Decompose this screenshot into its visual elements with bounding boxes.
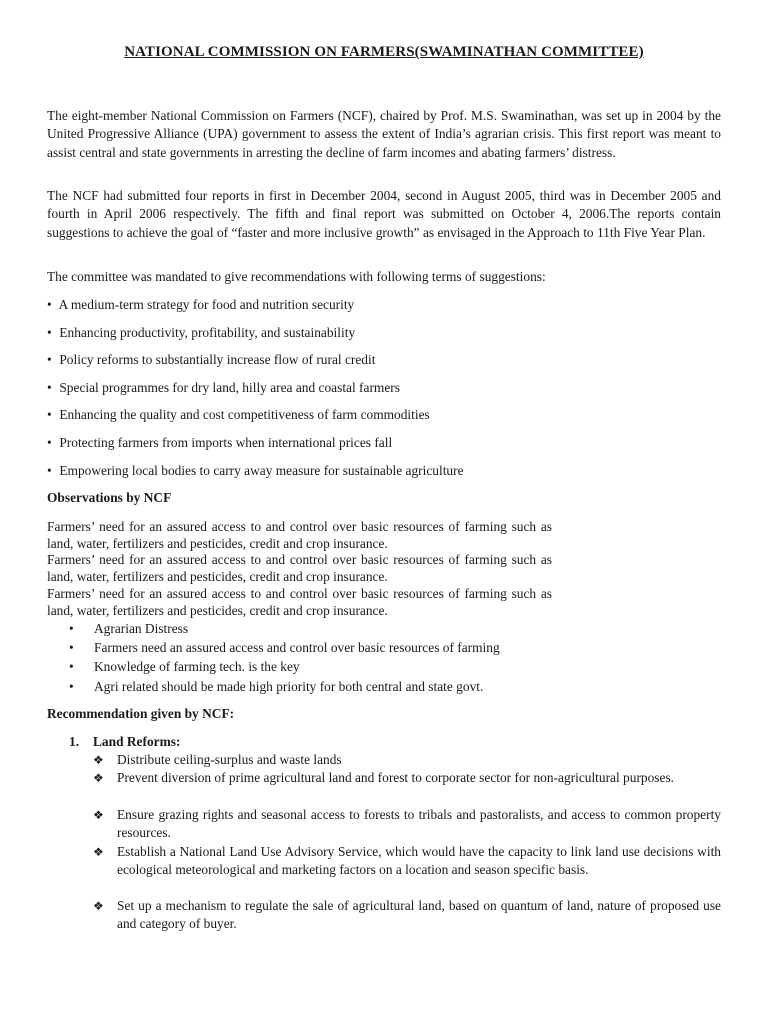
observation-paragraph: Farmers’ need for an assured access to and control over basic resources of farming such as land, water, fertilizers and pesticides, credit and crop insurance. (47, 552, 552, 584)
bullet-icon: • (69, 679, 74, 694)
observations-heading: Observations by NCF (47, 490, 172, 505)
mandate-paragraph: The committee was mandated to give recommendations with following terms of suggestions: (47, 269, 546, 284)
observation-paragraph: Farmers’ need for an assured access to and control over basic resources of farming such as land, water, fertilizers and pesticides, credit and crop insurance. (47, 519, 552, 551)
term-item: • Enhancing productivity, profitability, and sustainability (47, 325, 356, 340)
diamond-bullet-icon: ❖ (93, 753, 104, 767)
bullet-icon: • (69, 621, 74, 636)
bullet-icon: • (47, 325, 52, 340)
bullet-icon: • (47, 435, 52, 450)
land-reform-item: ❖ Set up a mechanism to regulate the sale of agricultural land, based on quantum of land, nature of proposed use and category of buyer. (93, 898, 721, 932)
diamond-bullet-icon: ❖ (93, 899, 104, 913)
term-item: • Enhancing the quality and cost competitiveness of farm commodities (47, 407, 430, 422)
document-title: NATIONAL COMMISSION ON FARMERS(SWAMINATHAN COMMITTEE) (124, 44, 644, 60)
observation-bullet: • Agri related should be made high priority for both central and state govt. (69, 679, 484, 694)
land-reform-item: ❖ Distribute ceiling-surplus and waste lands (93, 751, 721, 769)
observation-bullet: • Farmers need an assured access and control over basic resources of farming (69, 640, 500, 655)
bullet-icon: • (47, 380, 52, 395)
land-reform-item: ❖ Prevent diversion of prime agricultural land and forest to corporate sector for non-agricultural purposes. (93, 769, 721, 787)
term-item: • A medium-term strategy for food and nutrition security (47, 297, 355, 312)
term-item: • Protecting farmers from imports when international prices fall (47, 435, 393, 450)
intro-paragraph: The eight-member National Commission on Farmers (NCF), chaired by Prof. M.S. Swaminathan, was set up in 2004 by the United Progressive Alliance (UPA) government to assess the extent of India’s agrarian crisis. This first report was meant to assist central and state governments in arresting the decline of farm incomes and abating farmers’ distress. (47, 108, 721, 160)
reports-paragraph: The NCF had submitted four reports in first in December 2004, second in August 2005, third was in December 2005 and fourth in April 2006 respectively. The fifth and final report was submitted on October 4, 2006.The reports contain suggestions to achieve the goal of “faster and more inclusive growth” as envisaged in the Approach to 11th Five Year Plan. (47, 188, 721, 240)
term-item: • Empowering local bodies to carry away measure for sustainable agriculture (47, 463, 464, 478)
observation-bullet: • Agrarian Distress (69, 621, 189, 636)
observation-bullet: • Knowledge of farming tech. is the key (69, 659, 300, 674)
diamond-bullet-icon: ❖ (93, 808, 104, 822)
recommendation-heading: Recommendation given by NCF: (47, 706, 235, 721)
bullet-icon: • (47, 297, 52, 312)
bullet-icon: • (47, 407, 52, 422)
term-item: • Policy reforms to substantially increase flow of rural credit (47, 352, 376, 367)
term-item: • Special programmes for dry land, hilly area and coastal farmers (47, 380, 400, 395)
land-reform-item: ❖ Ensure grazing rights and seasonal access to forests to tribals and pastoralists, and access to common property resources. (93, 807, 721, 841)
diamond-bullet-icon: ❖ (93, 845, 104, 859)
bullet-icon: • (47, 463, 52, 478)
bullet-icon: • (47, 352, 52, 367)
bullet-icon: • (69, 659, 74, 674)
land-reforms-heading: 1. Land Reforms: (69, 734, 181, 749)
land-reform-item: ❖ Establish a National Land Use Advisory Service, which would have the capacity to link land use decisions with ecological meteorological and marketing factors on a location and season specific basis. (93, 844, 721, 878)
diamond-bullet-icon: ❖ (93, 771, 104, 785)
bullet-icon: • (69, 640, 74, 655)
observation-paragraph: Farmers’ need for an assured access to and control over basic resources of farming such as land, water, fertilizers and pesticides, credit and crop insurance. (47, 586, 552, 618)
